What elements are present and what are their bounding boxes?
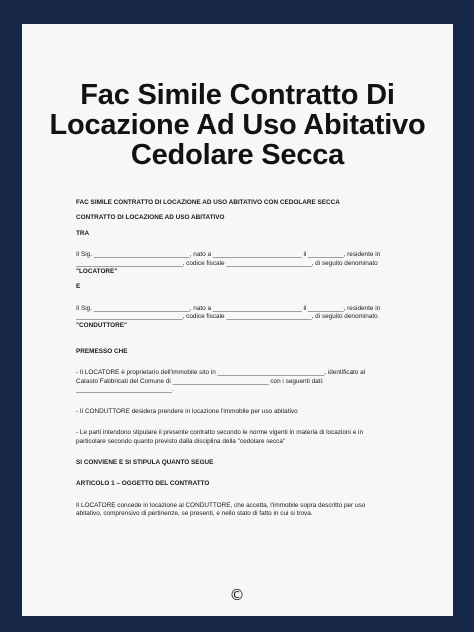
locatore-line-2: ______________________________, codice fiscale ________________________, di seguito denominato xyxy=(76,259,378,267)
document-page xyxy=(22,24,453,616)
contract-document xyxy=(76,199,406,519)
premise-1-line-3: ___________________________. xyxy=(76,386,174,394)
tra-label: TRA xyxy=(76,229,90,237)
premise-2: - Il CONDUTTORE desidera prendere in locazione l'immobile per uso abitativo xyxy=(76,407,298,415)
locatore-line-1: Il Sig. ___________________________, nato a _________________________ il __________, residente in xyxy=(76,251,381,259)
premise-1-line-1: - Il LOCATORE è proprietario dell'immobile sito in ______________________________, identificato al xyxy=(76,369,366,377)
articolo-1-line-2: abitativo, comprensivo di pertinenze, se presenti, e nello stato di fatto in cui si trova. xyxy=(76,510,313,518)
premesso-heading: PREMESSO CHE xyxy=(76,348,128,356)
e-label: E xyxy=(76,283,81,291)
conduttore-line-2: ______________________________, codice fiscale ________________________, di seguito denominato xyxy=(76,313,378,321)
premise-3-line-1: - Le parti intendono stipulare il presente contratto secondo le norme vigenti in materia di locazioni e in xyxy=(76,429,364,437)
title-line-2: Locazione Ad Uso Abitativo xyxy=(49,109,426,141)
copyright-icon: © xyxy=(229,586,245,604)
contract-subheading: CONTRATTO DI LOCAZIONE AD USO ABITATIVO xyxy=(76,214,225,222)
premise-1-line-2: Catasto Fabbricati del Comune di ___________________________ con i seguenti dati: xyxy=(76,377,324,385)
title-line-1: Fac Simile Contratto Di xyxy=(80,79,395,111)
conduttore-label: "CONDUTTORE" xyxy=(76,321,128,329)
articolo-1-heading: ARTICOLO 1 – OGGETTO DEL CONTRATTO xyxy=(76,480,210,488)
locatore-label: "LOCATORE" xyxy=(76,268,118,276)
articolo-1-line-1: Il LOCATORE concede in locazione al CONDUTTORE, che accetta, l'immobile sopra descritto per uso xyxy=(76,501,366,509)
conviene-heading: SI CONVIENE E SI STIPULA QUANTO SEGUE xyxy=(76,458,214,466)
title-line-3: Cedolare Secca xyxy=(130,139,345,171)
page-title xyxy=(22,80,453,170)
conduttore-line-1: Il Sig. ___________________________, nato a _________________________ il __________, residente in xyxy=(76,304,381,312)
document-heading: FAC SIMILE CONTRATTO DI LOCAZIONE AD USO ABITATIVO CON CEDOLARE SECCA xyxy=(76,199,340,206)
premise-3-line-2: particolare secondo quanto previsto dalla disciplina della "cedolare secca" xyxy=(76,437,286,445)
